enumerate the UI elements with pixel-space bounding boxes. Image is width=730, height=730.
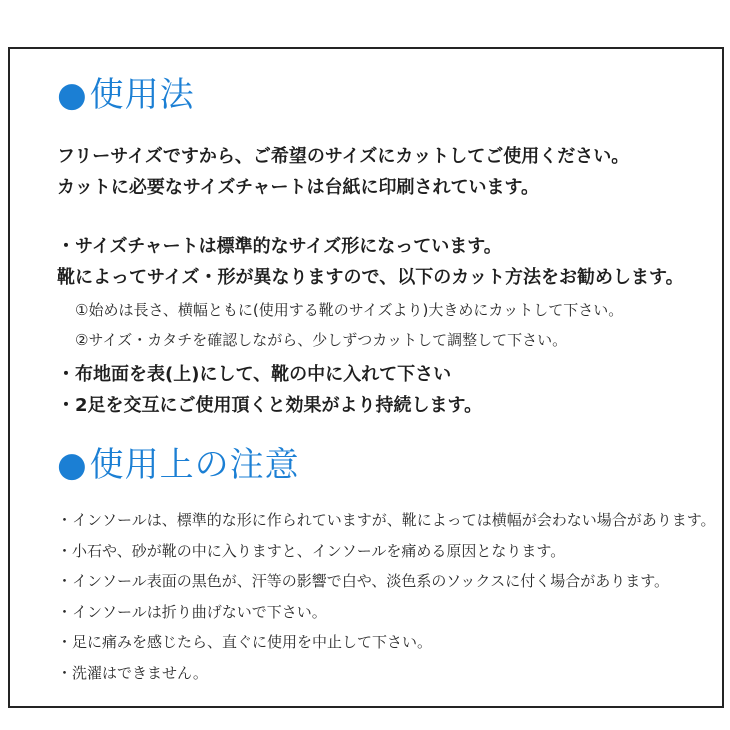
- intro-line: カットに必要なサイズチャートは台紙に印刷されています。: [57, 177, 540, 198]
- size-chart-note: [57, 231, 708, 293]
- heading-bullet-icon: ●: [57, 445, 88, 485]
- size-chart-line: 靴によってサイズ・形が異なりますので、以下のカット方法をお勧めします。: [57, 267, 684, 288]
- usage-intro: [57, 141, 708, 203]
- intro-line: フリーサイズですから、ご希望のサイズにカットしてご使用ください。: [57, 146, 630, 167]
- caution-note: ・小石や、砂が靴の中に入りますと、インソールを痛める原因となります。: [57, 541, 566, 560]
- caution-note: ・インソールは折り曲げないで下さい。: [57, 602, 327, 621]
- caution-note: ・インソール表面の黒色が、汗等の影響で白や、淡色系のソックスに付く場合があります。: [57, 572, 670, 590]
- caution-note: ・足に痛みを感じたら、直ぐに使用を中止して下さい。: [57, 633, 433, 651]
- usage-section-heading: [57, 73, 708, 117]
- usage-points: [57, 359, 708, 421]
- cutting-step: ②サイズ・カタチを確認しながら、少しずつカットして調整して下さい。: [75, 331, 568, 349]
- usage-heading-label: 使用法: [89, 75, 195, 115]
- cutting-step: ①始めは長さ、横幅ともに(使用する靴のサイズより)大きめにカットして下さい。: [75, 301, 624, 319]
- usage-point: ・2足を交互にご使用頂くと効果がより持続します。: [57, 395, 483, 416]
- caution-notes: [57, 505, 716, 688]
- caution-note: ・インソールは、標準的な形に作られていますが、靴によっては横幅が会わない場合があります。: [57, 511, 716, 529]
- heading-bullet-icon: ●: [57, 75, 88, 115]
- instruction-panel: [8, 47, 724, 708]
- size-chart-line: ・サイズチャートは標準的なサイズ形になっています。: [57, 236, 502, 257]
- caution-section-heading: [57, 441, 708, 489]
- caution-heading-label: 使用上の注意: [89, 445, 300, 485]
- caution-note: ・洗濯はできません。: [57, 663, 208, 682]
- cutting-steps: [57, 295, 708, 355]
- usage-point: ・布地面を表(上)にして、靴の中に入れて下さい: [57, 364, 452, 385]
